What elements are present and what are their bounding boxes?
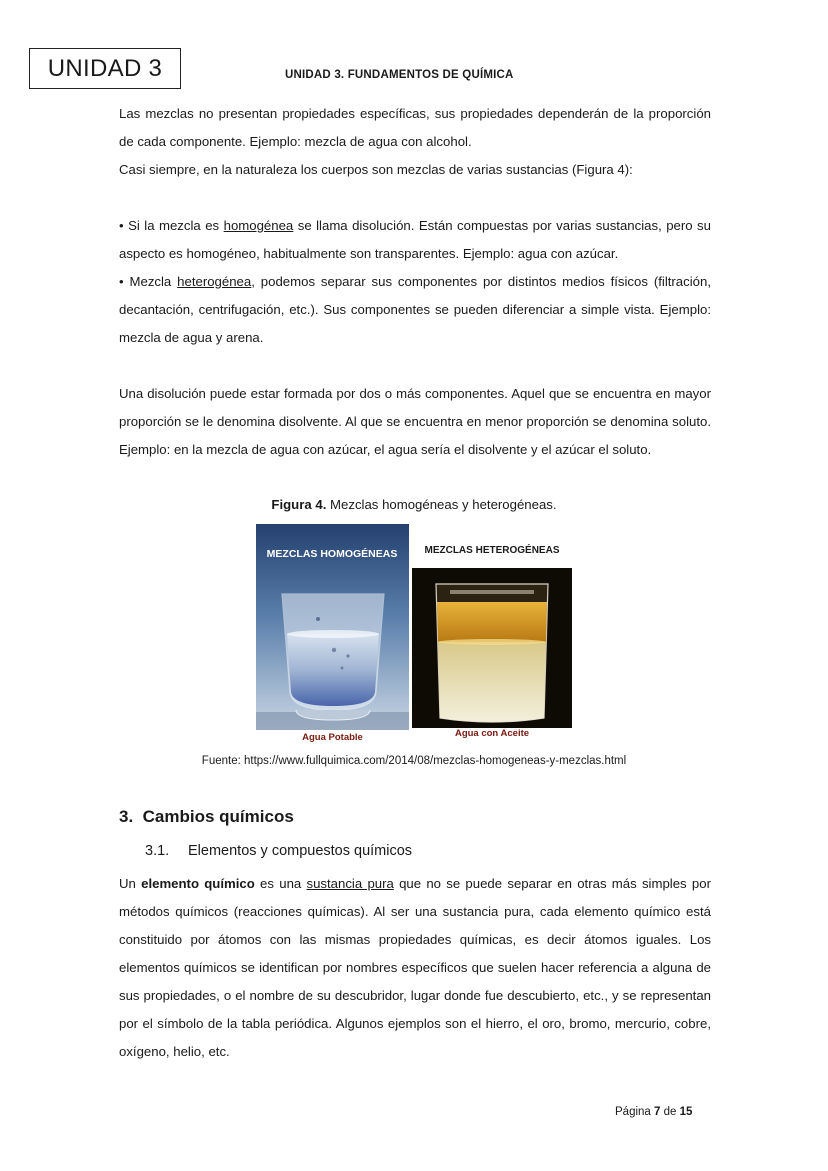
water-layer-icon xyxy=(438,642,546,722)
term-pure-substance: sustancia pura xyxy=(306,876,394,891)
oil-layer-icon xyxy=(437,602,547,642)
homogeneous-mixture-image xyxy=(256,524,409,730)
intro-paragraph: Las mezclas no presentan propiedades específicas, sus propiedades dependerán de la proporción de cada componente. Ejemplo: mezcla de agua con alcohol. xyxy=(119,106,711,149)
bullet-heterogeneous: • Mezcla heterogénea, podemos separar sus componentes por distintos medios físicos (filtración, decantación, centrifugación, etc.). Sus componentes se pueden diferenciar a simple vista. Ejemplo: mezcla de agua y arena. xyxy=(119,274,711,345)
solution-block xyxy=(119,380,711,464)
term-homogeneous: homogénea xyxy=(223,218,294,233)
figure-caption: Figura 4. Mezclas homogéneas y heterogéneas. xyxy=(271,497,557,512)
element-paragraph: Un elemento químico es una sustancia pura que no se puede separar en otras más simples por métodos químicos (reacciones químicas). Al ser una sustancia pura, cada elemento químico está constituido por átomos con las mismas propiedades químicas, es decir átomos iguales. Los elementos químicos se identifican por nombres específicos que suelen hacer referencia a alguna de sus propiedades, o el nombre de su descubridor, lugar donde fue descubierto, etc., y se representan por el símbolo de la tabla periódica. Algunos ejemplos son el hierro, el oro, bromo, mercurio, cobre, oxígeno, helio, etc. xyxy=(119,876,711,1059)
figure-source: Fuente: https://www.fullquimica.com/2014/08/mezclas-homogeneas-y-mezclas.html xyxy=(201,755,627,767)
subsection-heading: 3.1. Elementos y compuestos químicos xyxy=(145,843,413,859)
homogeneous-title: MEZCLAS HOMOGÉNEAS xyxy=(266,548,398,560)
intro-block xyxy=(119,100,711,184)
term-chemical-element: elemento químico xyxy=(141,876,255,891)
element-block xyxy=(119,870,711,1066)
heterogeneous-label: Agua con Aceite xyxy=(454,728,530,739)
heterogeneous-mixture-image xyxy=(412,568,572,728)
section-heading: 3. Cambios químicos xyxy=(119,807,294,826)
water-icon xyxy=(287,634,379,706)
unit-badge: UNIDAD 3 xyxy=(29,48,181,89)
page-header-title: UNIDAD 3. FUNDAMENTOS DE QUÍMICA xyxy=(285,69,514,81)
intro-figure-reference: Casi siempre, en la naturaleza los cuerpos son mezclas de varias sustancias (Figura 4): xyxy=(119,162,633,177)
term-heterogeneous: heterogénea xyxy=(177,274,252,289)
heterogeneous-title: MEZCLAS HETEROGÉNEAS xyxy=(424,545,560,556)
solution-paragraph: Una disolución puede estar formada por dos o más componentes. Aquel que se encuentra en mayor proporción se le denomina disolvente. Al que se encuentra en menor proporción se denomina soluto. Ejemplo: en la mezcla de agua con azúcar, el agua sería el disolvente y el azúcar el soluto. xyxy=(119,386,711,457)
mixtures-bullets xyxy=(119,212,711,352)
homogeneous-label: Agua Potable xyxy=(302,732,363,743)
bullet-homogeneous: • Si la mezcla es homogénea se llama disolución. Están compuestas por varias sustancias, pero su aspecto es homogéneo, habitualmente son transparentes. Ejemplo: agua con azúcar. xyxy=(119,218,711,261)
page-number: Página 7 de 15 xyxy=(615,1106,693,1118)
